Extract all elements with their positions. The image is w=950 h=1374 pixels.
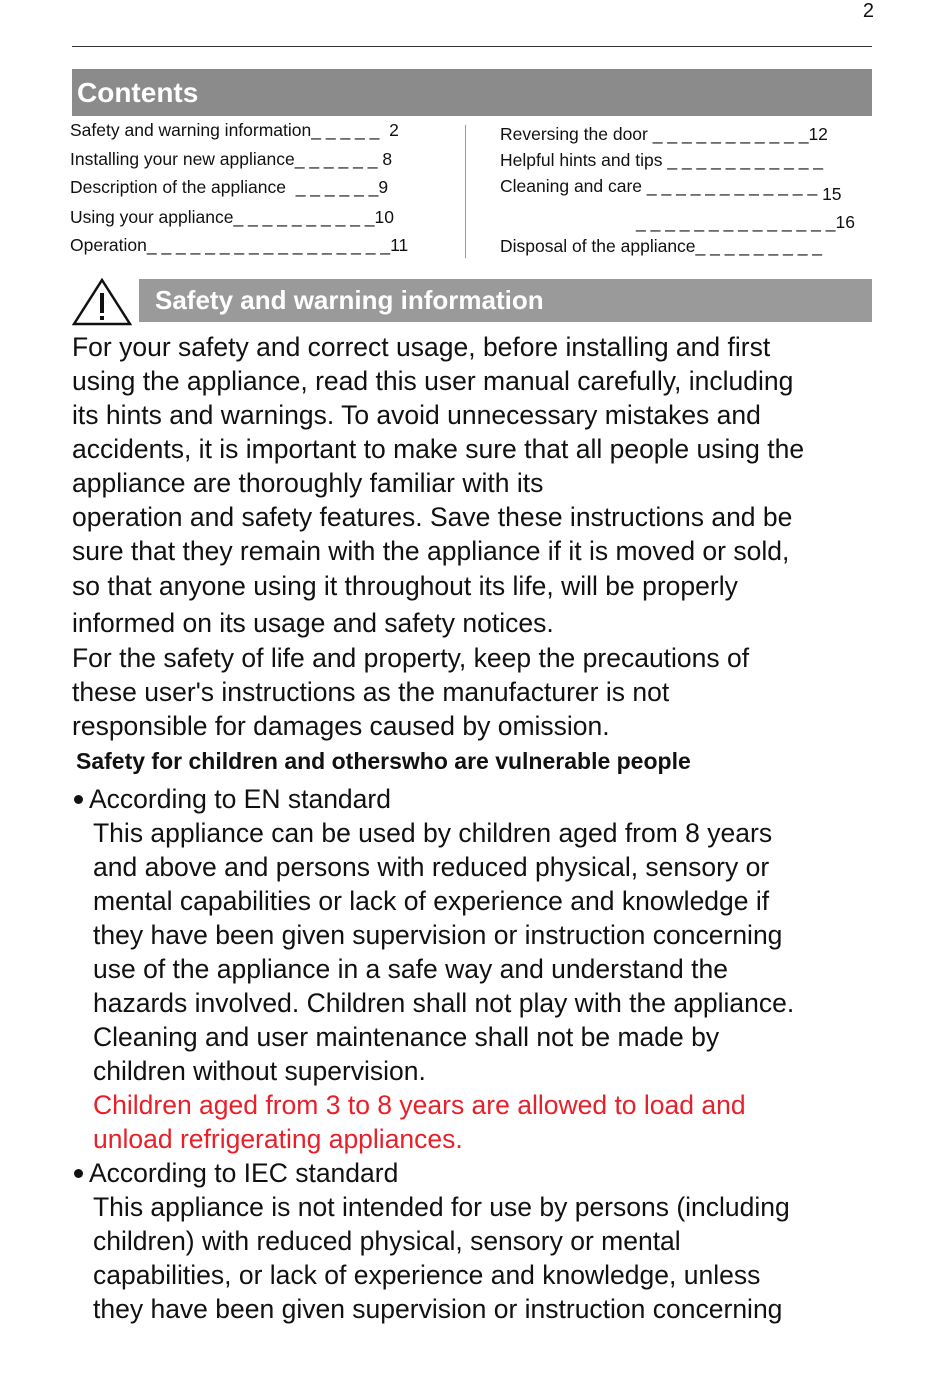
bullet-heading: According to EN standard [72, 782, 892, 816]
iec-standard-section [72, 1156, 892, 1326]
bullet-icon [74, 795, 83, 804]
text-line: use of the appliance in a safe way and understand the [93, 954, 728, 984]
text-line: so that anyone using it throughout its life, will be properly [72, 571, 738, 601]
text-line: operation and safety features. Save these instructions and be [72, 502, 793, 532]
safety-heading: Safety and warning information [139, 279, 872, 322]
toc-entry[interactable]: _ _ _ _ _ _ _ _ _ _ _ _ _ _16 [636, 212, 855, 232]
toc-entry[interactable]: Operation_ _ _ _ _ _ _ _ _ _ _ _ _ _ _ _ _11 [70, 235, 409, 255]
text-line: informed on its usage and safety notices. [72, 607, 554, 638]
page-number: 2 [862, 0, 874, 22]
children-safety-heading: Safety for children and otherswho are vulnerable people [76, 748, 691, 774]
text-line: and above and persons with reduced physical, sensory or [93, 852, 770, 882]
text-line: children) with reduced physical, sensory or mental [93, 1226, 681, 1256]
contents-heading: Contents [72, 69, 872, 116]
toc-entry[interactable]: Using your appliance_ _ _ _ _ _ _ _ _ _10 [70, 207, 394, 227]
text-line: This appliance can be used by children aged from 8 years [93, 818, 773, 848]
toc-divider [465, 125, 466, 258]
text-line: accidents, it is important to make sure that all people using the [72, 434, 805, 464]
text-line: its hints and warnings. To avoid unnecessary mistakes and [72, 400, 761, 430]
text-line: children without supervision. [93, 1056, 426, 1086]
toc-entry[interactable]: Description of the appliance _ _ _ _ _ _9 [70, 177, 389, 197]
text-line: these user's instructions as the manufacturer is not [72, 677, 670, 707]
toc-entry[interactable]: Safety and warning information_ _ _ _ _ 2 [70, 120, 399, 140]
text-line: Cleaning and user maintenance shall not be made by [93, 1022, 720, 1052]
text-line: appliance are thoroughly familiar with its [72, 468, 544, 498]
top-rule [72, 46, 872, 47]
text-line: capabilities, or lack of experience and knowledge, unless [93, 1260, 761, 1290]
bullet-icon [74, 1169, 83, 1178]
warning-triangle-icon [72, 278, 132, 326]
text-line: For your safety and correct usage, before installing and first [72, 332, 771, 362]
toc-entry[interactable]: Reversing the door _ _ _ _ _ _ _ _ _ _ _12 [500, 124, 828, 144]
text-line: responsible for damages caused by omission. [72, 711, 610, 741]
text-line: This appliance is not intended for use by persons (including [93, 1192, 790, 1222]
text-line: they have been given supervision or instruction concerning [93, 1294, 783, 1324]
text-line: hazards involved. Children shall not play with the appliance. [93, 988, 795, 1018]
en-standard-section [72, 782, 892, 1156]
bullet-heading: According to IEC standard [72, 1156, 892, 1190]
warning-text-line: unload refrigerating appliances. [93, 1124, 463, 1154]
text-line: sure that they remain with the appliance if it is moved or sold, [72, 536, 790, 566]
warning-text-line: Children aged from 3 to 8 years are allowed to load and [93, 1090, 746, 1120]
text-line: they have been given supervision or instruction concerning [93, 920, 783, 950]
text-line: using the appliance, read this user manual carefully, including [72, 366, 794, 396]
toc-entry[interactable]: Cleaning and care _ _ _ _ _ _ _ _ _ _ _ _ 15 [500, 176, 842, 204]
intro-paragraph [72, 330, 882, 743]
toc-entry[interactable]: Disposal of the appliance_ _ _ _ _ _ _ _ _ [500, 236, 823, 256]
toc-entry[interactable]: Helpful hints and tips _ _ _ _ _ _ _ _ _ _ _ [500, 150, 824, 170]
text-line: For the safety of life and property, keep the precautions of [72, 643, 750, 673]
toc-entry[interactable]: Installing your new appliance_ _ _ _ _ _ 8 [70, 149, 393, 169]
text-line: mental capabilities or lack of experience and knowledge if [93, 886, 770, 916]
